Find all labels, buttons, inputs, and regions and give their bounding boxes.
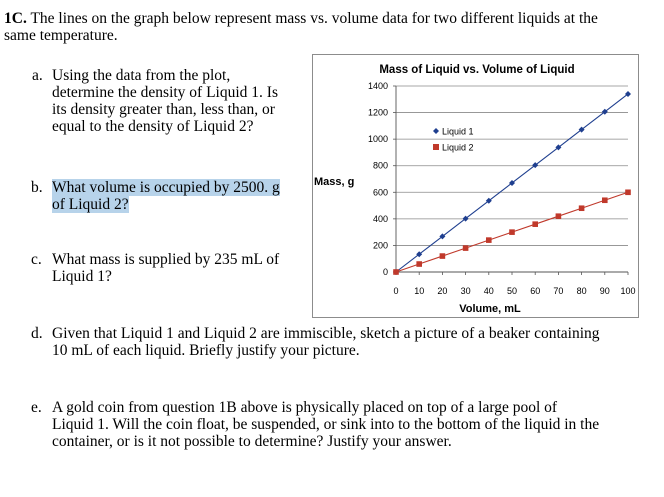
- question-d-line: Given that Liquid 1 and Liquid 2 are immiscible, sketch a picture of a beaker containing: [52, 325, 600, 342]
- x-tick-label: 100: [620, 286, 636, 296]
- question-a-line: determine the density of Liquid 1. Is: [52, 84, 278, 101]
- data-point-liquid-2: [579, 205, 585, 211]
- problem-header: [4, 10, 654, 44]
- question-c-line: Liquid 1?: [52, 268, 112, 285]
- question-e-line: A gold coin from question 1B above is physically placed on top of a large pool of: [52, 399, 558, 416]
- y-tick-label: 200: [372, 240, 388, 251]
- question-d: [52, 325, 657, 359]
- legend-label: Liquid 2: [442, 142, 474, 153]
- question-a-line: Using the data from the plot,: [52, 67, 231, 84]
- data-point-liquid-2: [440, 253, 446, 259]
- x-tick-label: 50: [506, 286, 518, 296]
- question-b-letter: b.: [31, 179, 43, 196]
- chart-frame: [313, 55, 639, 318]
- question-b-line[interactable]: of Liquid 2?: [52, 196, 129, 213]
- y-tick-label: 600: [372, 187, 388, 198]
- data-point-liquid-2: [509, 229, 515, 235]
- data-point-liquid-2: [486, 237, 492, 243]
- problem-label: 1C.: [4, 10, 27, 27]
- x-tick-label: 60: [530, 286, 541, 296]
- question-b-line[interactable]: What volume is occupied by 2500. g: [52, 179, 280, 196]
- data-point-liquid-2: [532, 221, 538, 227]
- question-a: [52, 67, 308, 135]
- question-c-line: What mass is supplied by 235 mL of: [52, 251, 280, 268]
- y-tick-label: 1200: [367, 107, 388, 118]
- question-e-line: container, or is it not possible to determine? Justify your answer.: [52, 433, 452, 450]
- data-point-liquid-2: [393, 269, 399, 275]
- x-tick-label: 40: [483, 286, 494, 296]
- question-d-line: 10 mL of each liquid. Briefly justify your picture.: [52, 342, 360, 359]
- problem-intro-line1: The lines on the graph below represent mass vs. volume data for two different liquids at the: [30, 10, 598, 27]
- question-a-letter: a.: [32, 67, 43, 84]
- x-tick-label: 20: [437, 286, 448, 296]
- data-point-liquid-2: [416, 261, 422, 267]
- question-e-line: Liquid 1. Will the coin float, be suspended, or sink into to the bottom of the liquid in the: [52, 416, 600, 433]
- data-point-liquid-2: [463, 245, 469, 251]
- x-axis-label: Volume, mL: [459, 303, 521, 315]
- mass-volume-chart: [312, 54, 639, 318]
- data-point-liquid-2: [602, 197, 608, 203]
- y-tick-label: 0: [382, 267, 388, 277]
- question-d-letter: d.: [31, 325, 43, 342]
- question-c: [52, 251, 308, 285]
- question-a-line: its density greater than, less than, or: [52, 101, 275, 118]
- y-axis-label: Mass, g: [314, 176, 355, 188]
- x-tick-label: 70: [553, 286, 564, 296]
- chart-svg: [312, 54, 639, 318]
- legend-marker-liquid-2: [433, 144, 439, 150]
- question-b: [52, 179, 308, 213]
- y-tick-label: 1000: [367, 134, 388, 145]
- x-tick-label: 10: [414, 286, 425, 296]
- x-tick-label: 0: [393, 286, 399, 296]
- x-tick-label: 90: [599, 286, 610, 296]
- question-a-line: equal to the density of Liquid 2?: [52, 118, 254, 135]
- question-c-letter: c.: [31, 251, 42, 268]
- legend-label: Liquid 1: [442, 126, 474, 137]
- chart-title: Mass of Liquid vs. Volume of Liquid: [379, 64, 575, 76]
- y-tick-label: 800: [372, 160, 388, 171]
- data-point-liquid-2: [556, 213, 562, 219]
- y-tick-label: 1400: [367, 81, 388, 91]
- x-tick-label: 30: [460, 286, 471, 296]
- problem-intro-line2: same temperature.: [4, 27, 118, 44]
- x-tick-label: 80: [576, 286, 587, 296]
- question-e: [52, 399, 657, 450]
- question-e-letter: e.: [31, 399, 42, 416]
- y-tick-label: 400: [372, 213, 388, 224]
- data-point-liquid-2: [625, 189, 631, 195]
